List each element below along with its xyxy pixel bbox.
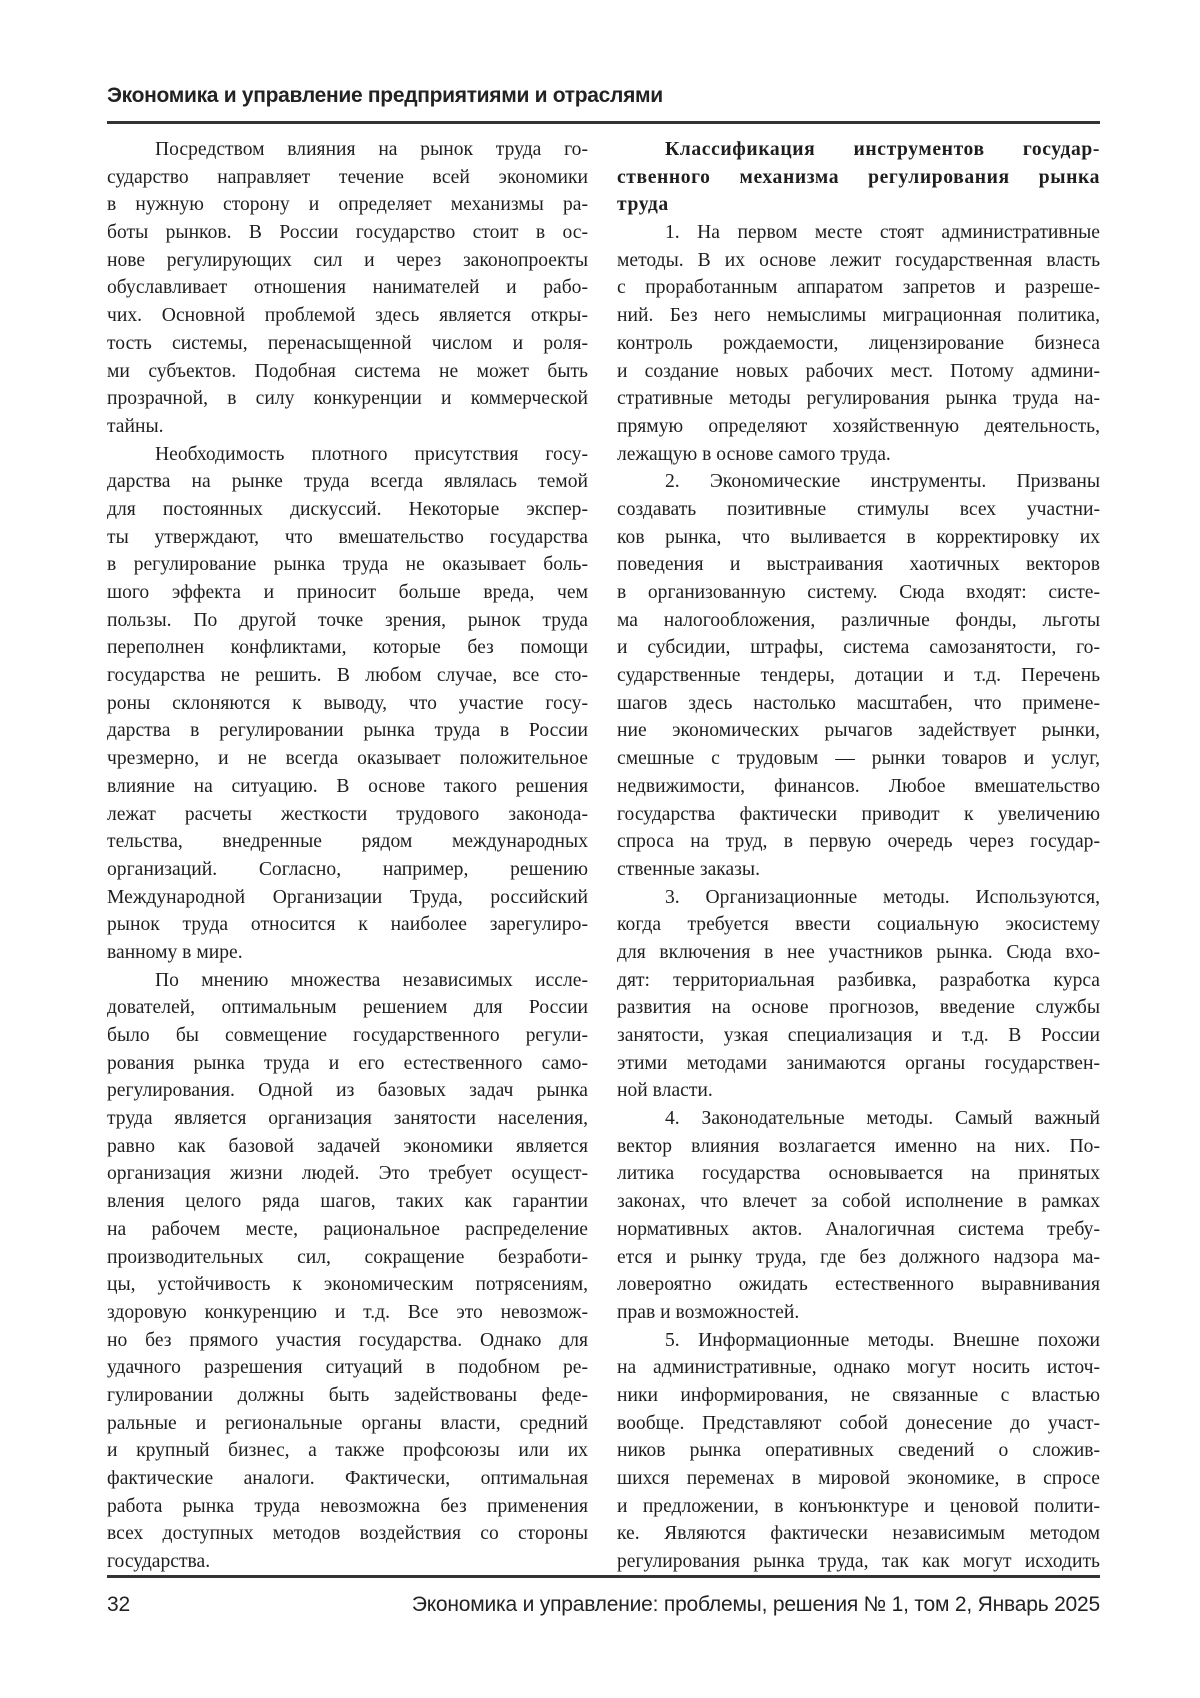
journal-citation: Экономика и управление: проблемы, решения № 1, том 2, Январь 2025: [412, 1593, 1100, 1617]
text-line: вообще. Представляют собой донесение до участ-: [617, 1410, 1100, 1438]
text-line: ной власти.: [617, 1077, 1100, 1105]
text-line: тость системы, перенасыщенной числом и роля-: [107, 330, 588, 358]
paragraph: [107, 136, 588, 441]
text-line: когда требуется ввести социальную экосистему: [617, 911, 1100, 939]
text-line: занятости, узкая специализация и т.д. В России: [617, 1022, 1100, 1050]
left-text-column: [107, 136, 588, 1576]
text-line: и субсидии, штрафы, система самозанятости, го-: [617, 634, 1100, 662]
text-line: 1. На первом месте стоят административные: [617, 219, 1100, 247]
text-line: стративные методы регулирования рынка труда на-: [617, 385, 1100, 413]
text-line: лежат расчеты жесткости трудового законода-: [107, 801, 588, 829]
text-line: дарства на рынке труда всегда являлась темой: [107, 468, 588, 496]
text-line: фактические аналоги. Фактически, оптимальная: [107, 1465, 588, 1493]
text-line: чих. Основной проблемой здесь является откры-: [107, 302, 588, 330]
text-line: регулирования. Одной из базовых задач рынка: [107, 1077, 588, 1105]
text-line: чрезмерно, и не всегда оказывает положительное: [107, 745, 588, 773]
text-line: ке. Являются фактически независимым методом: [617, 1520, 1100, 1548]
text-line: ма налогообложения, различные фонды, льготы: [617, 607, 1100, 635]
text-line: рования рынка труда и его естественного само-: [107, 1050, 588, 1078]
text-line: Необходимость плотного присутствия госу-: [107, 441, 588, 469]
text-line: для постоянных дискуссий. Некоторые экспер-: [107, 496, 588, 524]
text-line: труда является организация занятости населения,: [107, 1105, 588, 1133]
text-line: цы, устойчивость к экономическим потрясениям,: [107, 1271, 588, 1299]
text-line: поведения и выстраивания хаотичных векторов: [617, 551, 1100, 579]
text-line: обуславливает отношения нанимателей и рабо-: [107, 274, 588, 302]
text-line: влияние на ситуацию. В основе такого решения: [107, 773, 588, 801]
paragraph: [617, 1327, 1100, 1576]
right-column-body: [617, 219, 1100, 1576]
heading-line: Классификация инструментов государ-: [617, 136, 1100, 164]
text-line: ний. Без него немыслимы миграционная политика,: [617, 302, 1100, 330]
text-line: гулировании должны быть задействованы феде-: [107, 1382, 588, 1410]
text-line: и предложении, в конъюнктуре и ценовой полити-: [617, 1493, 1100, 1521]
text-line: Международной Организации Труда, российский: [107, 884, 588, 912]
text-line: всех доступных методов воздействия со стороны: [107, 1520, 588, 1548]
heading-line: ственного механизма регулирования рынка: [617, 164, 1100, 192]
text-line: равно как базовой задачей экономики является: [107, 1133, 588, 1161]
text-line: и создание новых рабочих мест. Потому админи-: [617, 358, 1100, 386]
page-number: 32: [107, 1593, 130, 1617]
text-line: ловероятно ожидать естественного выравнивания: [617, 1271, 1100, 1299]
text-line: переполнен конфликтами, которые без помощи: [107, 634, 588, 662]
text-line: По мнению множества независимых иссле-: [107, 967, 588, 995]
text-line: шого эффекта и приносит больше вреда, чем: [107, 579, 588, 607]
text-line: ральные и региональные органы власти, средний: [107, 1410, 588, 1438]
paragraph: [617, 468, 1100, 883]
text-line: контроль рождаемости, лицензирование бизнеса: [617, 330, 1100, 358]
text-line: создавать позитивные стимулы всех участни-: [617, 496, 1100, 524]
text-line: 4. Законодательные методы. Самый важный: [617, 1105, 1100, 1133]
text-line: для включения в нее участников рынка. Сюда вхо-: [617, 939, 1100, 967]
text-line: в регулирование рынка труда не оказывает боль-: [107, 551, 588, 579]
text-line: вления целого ряда шагов, таких как гарантии: [107, 1188, 588, 1216]
heading-line: труда: [617, 191, 1100, 219]
paragraph: [617, 1105, 1100, 1327]
running-head-section-title: Экономика и управление предприятиями и отраслями: [107, 84, 663, 108]
text-line: в организованную систему. Сюда входят: систе-: [617, 579, 1100, 607]
text-line: нове регулирующих сил и через законопроекты: [107, 247, 588, 275]
text-line: методы. В их основе лежит государственная власть: [617, 247, 1100, 275]
text-line: здоровую конкуренцию и т.д. Все это невозмож-: [107, 1299, 588, 1327]
text-line: литика государства основывается на принятых: [617, 1160, 1100, 1188]
text-line: государства фактически приводит к увеличению: [617, 801, 1100, 829]
text-line: законах, что влечет за собой исполнение в рамках: [617, 1188, 1100, 1216]
text-line: спроса на труд, в первую очередь через государ-: [617, 828, 1100, 856]
text-line: государства не решить. В любом случае, все сто-: [107, 662, 588, 690]
text-line: удачного разрешения ситуаций в подобном ре-: [107, 1354, 588, 1382]
text-line: 2. Экономические инструменты. Призваны: [617, 468, 1100, 496]
text-line: 5. Информационные методы. Внешне похожи: [617, 1327, 1100, 1355]
text-line: и крупный бизнес, а также профсоюзы или их: [107, 1437, 588, 1465]
footer-rule: [107, 1575, 1100, 1578]
text-line: дят: территориальная разбивка, разработка курса: [617, 967, 1100, 995]
text-line: ков рынка, что выливается в корректировку их: [617, 524, 1100, 552]
text-line: было бы совмещение государственного регули-: [107, 1022, 588, 1050]
text-line: ми субъектов. Подобная система не может быть: [107, 358, 588, 386]
text-line: вектор влияния возлагается именно на них. По-: [617, 1133, 1100, 1161]
text-line: на административные, однако могут носить источ-: [617, 1354, 1100, 1382]
text-line: 3. Организационные методы. Используются,: [617, 884, 1100, 912]
text-line: ственные заказы.: [617, 856, 1100, 884]
text-line: нормативных актов. Аналогичная система требу-: [617, 1216, 1100, 1244]
text-line: этими методами занимаются органы государствен-: [617, 1050, 1100, 1078]
text-line: прозрачной, в силу конкуренции и коммерческой: [107, 385, 588, 413]
text-line: на рабочем месте, рациональное распределение: [107, 1216, 588, 1244]
paragraph: [617, 219, 1100, 468]
text-line: Посредством влияния на рынок труда го-: [107, 136, 588, 164]
text-line: ники информирования, не связанные с властью: [617, 1382, 1100, 1410]
text-line: роны склоняются к выводу, что участие госу-: [107, 690, 588, 718]
text-line: рынок труда относится к наиболее зарегулиро-: [107, 911, 588, 939]
right-text-column: [617, 136, 1100, 1576]
text-line: организаций. Согласно, например, решению: [107, 856, 588, 884]
text-line: шагов здесь настолько масштабен, что примене-: [617, 690, 1100, 718]
text-line: дарства в регулировании рынка труда в России: [107, 717, 588, 745]
text-line: лежащую в основе самого труда.: [617, 441, 1100, 469]
text-line: но без прямого участия государства. Однако для: [107, 1327, 588, 1355]
paragraph: [107, 441, 588, 967]
text-line: недвижимости, финансов. Любое вмешательство: [617, 773, 1100, 801]
paragraph: [617, 884, 1100, 1106]
text-line: прямую определяют хозяйственную деятельность,: [617, 413, 1100, 441]
text-line: прав и возможностей.: [617, 1299, 1100, 1327]
text-line: пользы. По другой точке зрения, рынок труда: [107, 607, 588, 635]
paragraph: [107, 967, 588, 1576]
header-rule: [107, 121, 1100, 124]
section-heading: [617, 136, 1100, 219]
text-line: боты рынков. В России государство стоит в ос-: [107, 219, 588, 247]
text-line: шихся переменах в мировой экономике, в спросе: [617, 1465, 1100, 1493]
text-line: в нужную сторону и определяет механизмы ра-: [107, 191, 588, 219]
text-line: дователей, оптимальным решением для России: [107, 994, 588, 1022]
text-line: сударственные тендеры, дотации и т.д. Перечень: [617, 662, 1100, 690]
text-line: тайны.: [107, 413, 588, 441]
text-line: ты утверждают, что вмешательство государства: [107, 524, 588, 552]
text-line: организация жизни людей. Это требует осущест-: [107, 1160, 588, 1188]
text-line: тельства, внедренные рядом международных: [107, 828, 588, 856]
text-line: развития на основе прогнозов, введение службы: [617, 994, 1100, 1022]
text-line: смешные с трудовым — рынки товаров и услуг,: [617, 745, 1100, 773]
text-line: производительных сил, сокращение безработи-: [107, 1244, 588, 1272]
text-line: государства.: [107, 1548, 588, 1576]
text-line: с проработанным аппаратом запретов и разреше-: [617, 274, 1100, 302]
text-line: ников рынка оперативных сведений о сложив-: [617, 1437, 1100, 1465]
text-line: ванному в мире.: [107, 939, 588, 967]
text-line: сударство направляет течение всей экономики: [107, 164, 588, 192]
text-line: регулирования рынка труда, так как могут исходить: [617, 1548, 1100, 1576]
text-line: работа рынка труда невозможна без применения: [107, 1493, 588, 1521]
text-line: ние экономических рычагов задействует рынки,: [617, 717, 1100, 745]
text-line: ется и рынку труда, где без должного надзора ма-: [617, 1244, 1100, 1272]
